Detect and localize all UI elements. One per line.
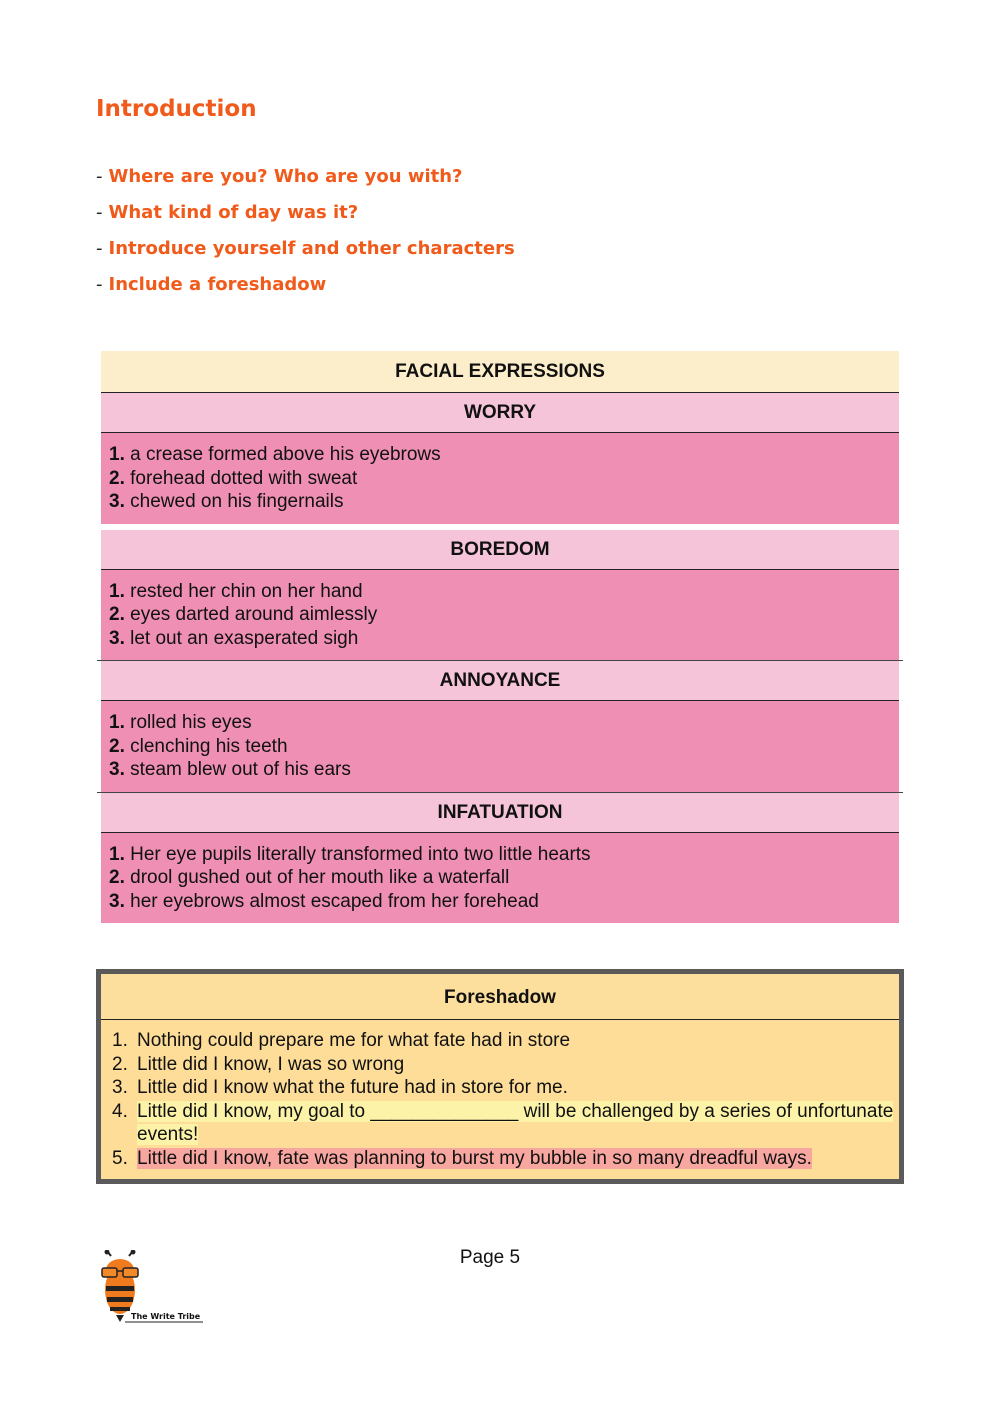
list-item: 5. Little did I know, fate was planning to burst my bubble in so many dreadful ways. — [112, 1147, 812, 1169]
list-item: 2. eyes darted around aimlessly — [109, 604, 378, 625]
section-title-infatuation: INFATUATION — [101, 793, 899, 833]
list-item: 3. Little did I know what the future had in store for me. — [112, 1077, 568, 1098]
list-item: 1. a crease formed above his eyebrows — [109, 444, 441, 465]
section-title-boredom: BOREDOM — [101, 530, 899, 570]
list-item: 3. steam blew out of his ears — [109, 759, 351, 780]
list-item: 1. Nothing could prepare me for what fate had in store — [112, 1030, 571, 1051]
list-item: 3. chewed on his fingernails — [109, 491, 344, 512]
foreshadow-header: Foreshadow — [101, 974, 899, 1020]
section-list-boredom — [101, 570, 899, 661]
foreshadow-list — [101, 1020, 899, 1170]
highlighted-text: Little did I know, fate was planning to burst my bubble in so many dreadful ways. — [137, 1147, 812, 1169]
list-item: - Where are you? Who are you with? — [96, 166, 463, 187]
foreshadow-box — [96, 969, 904, 1184]
list-item: 2. forehead dotted with sweat — [109, 467, 358, 489]
list-item: 2. Little did I know, I was so wrong — [112, 1053, 405, 1075]
section-list-infatuation — [101, 833, 899, 924]
intro-title: Introduction — [96, 96, 257, 122]
list-item: - Introduce yourself and other characters — [96, 238, 515, 259]
list-item: 4. Little did I know, my goal to ______________ will be challenged by a series of unfortunate events! — [112, 1100, 894, 1145]
list-item: - Include a foreshadow — [96, 274, 327, 295]
list-item: 1. Her eye pupils literally transformed into two little hearts — [109, 843, 591, 865]
list-item: 3. her eyebrows almost escaped from her forehead — [109, 890, 539, 912]
table-header: FACIAL EXPRESSIONS — [101, 351, 899, 393]
list-item: 2. drool gushed out of her mouth like a waterfall — [109, 867, 510, 888]
section-title-annoyance: ANNOYANCE — [101, 661, 899, 701]
section-title-worry: WORRY — [101, 393, 899, 433]
highlighted-text: Little did I know, my goal to ______________ will be challenged by a series of unfortunate events! — [137, 1100, 894, 1145]
section-list-worry — [101, 433, 899, 524]
page-number: Page 5 — [459, 1247, 521, 1268]
list-item: 2. clenching his teeth — [109, 735, 288, 757]
list-item: 1. rolled his eyes — [109, 712, 252, 733]
section-list-annoyance — [101, 701, 899, 792]
intro-bullet-list — [96, 163, 515, 307]
bee-logo — [97, 1250, 207, 1330]
facial-expressions-table — [97, 351, 903, 923]
list-item: - What kind of day was it? — [96, 202, 359, 223]
list-item: 3. let out an exasperated sigh — [109, 627, 359, 649]
logo-text: The Write Tribe — [131, 1312, 201, 1321]
list-item: 1. rested her chin on her hand — [109, 580, 363, 602]
